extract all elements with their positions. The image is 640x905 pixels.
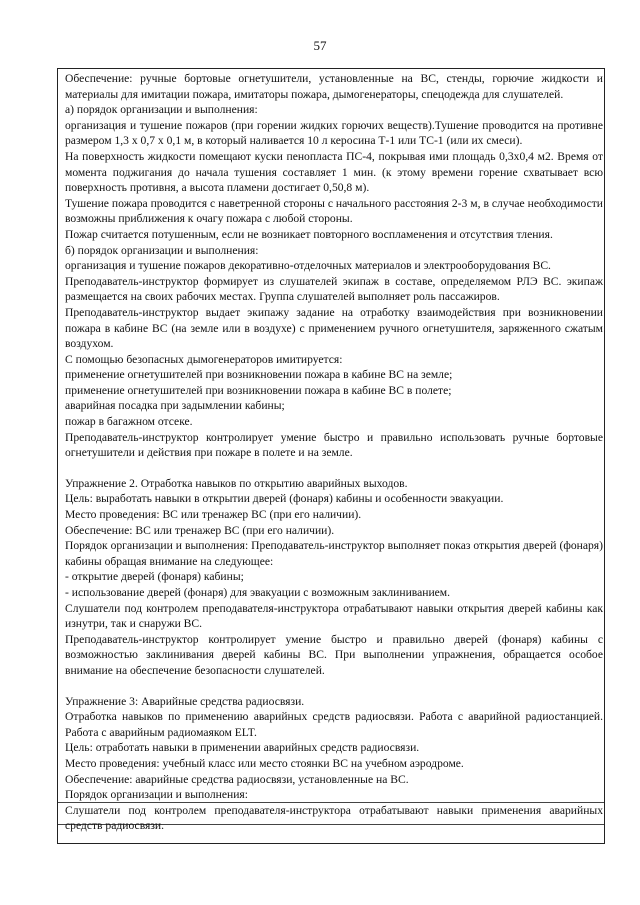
page-number: 57	[313, 38, 327, 53]
paragraph: На поверхность жидкости помещают куски пенопласта ПС-4, покрывая ими площадь 0,3х0,4 м2. Время от момента поджигания до начала тушения составляет 1 мин. (к этому времени горение схватывает всю поверхность противня, а высота пламени достигает 0,50,8 м).	[65, 149, 603, 195]
paragraph: применение огнетушителей при возникновении пожара в кабине ВС в полете;	[65, 383, 452, 397]
paragraph: Преподаватель-инструктор контролирует умение быстро и правильно использовать ручные бортовые огнетушители и действия при пожаре в полете и на земле.	[65, 430, 603, 460]
paragraph: организация и тушение пожаров декоративно-отделочных материалов и электрооборудования ВС.	[65, 259, 551, 273]
paragraph: Преподаватель-инструктор контролирует умение быстро и правильно дверей (фонаря) кабины с возможностью заклинивания дверей кабины ВС. При выполнении упражнения, обращается особое внимание на обеспечение безопасности слушателей.	[65, 632, 603, 677]
paragraph: Обеспечение: аварийные средства радиосвязи, установленные на ВС.	[65, 772, 409, 786]
paragraph: организация и тушение пожаров (при горении жидких горючих веществ).Тушение проводится на противне размером 1,3 х 0,7 х 0,1 м, в который наливается 10 л керосина Т-1 или ТС-1 (или их смеси).	[65, 118, 603, 148]
paragraph: применение огнетушителей при возникновении пожара в кабине ВС на земле;	[65, 368, 453, 382]
paragraph: Цель: выработать навыки в открытии дверей (фонаря) кабины и особенности эвакуации.	[65, 492, 504, 506]
paragraph: Слушатели под контролем преподавателя-инструктора отрабатывают навыки применения аварийных средств радиосвязи.	[65, 803, 603, 833]
paragraph: Обеспечение: ВС или тренажер ВС (при его наличии).	[65, 523, 335, 537]
paragraph: Порядок организации и выполнения:	[65, 788, 248, 802]
document-body	[65, 71, 603, 834]
paragraph: Преподаватель-инструктор формирует из слушателей экипаж в составе, определяемом РЛЭ ВС. экипаж размещается на своих рабочих местах. Группа слушателей выполняет роль пассажиров.	[65, 274, 603, 304]
exercise-3-heading: Упражнение 3: Аварийные средства радиосвязи.	[65, 694, 305, 708]
paragraph: Порядок организации и выполнения: Преподаватель-инструктор выполняет показ открытия дверей (фонаря) кабины обращая внимание на следующее:	[65, 539, 603, 568]
paragraph: Преподаватель-инструктор выдает экипажу задание на отработку взаимодействия при возникновении пожара в кабине ВС (на земле или в воздухе) с применением ручного огнетушителя, заряженного сжатым воздухом.	[65, 305, 603, 351]
paragraph: Место проведения: учебный класс или место стоянки ВС на учебном аэродроме.	[65, 756, 464, 770]
paragraph: - открытие дверей (фонаря) кабины;	[65, 570, 244, 584]
paragraph: С помощью безопасных дымогенераторов имитируется:	[65, 352, 343, 366]
paragraph: Обеспечение: ручные бортовые огнетушители, установленные на ВС, стенды, горючие жидкости и материалы для имитации пожара, имитаторы пожара, дымогенераторы, спецодежда для слушателей.	[65, 72, 603, 101]
paragraph: Пожар считается потушенным, если не возникает повторного воспламенения и отсутствия тления.	[65, 227, 553, 241]
exercise-2-heading: Упражнение 2. Отработка навыков по открытию аварийных выходов.	[65, 476, 408, 490]
paragraph: пожар в багажном отсеке.	[65, 415, 193, 429]
paragraph: Цель: отработать навыки в применении аварийных средств радиосвязи.	[65, 741, 420, 755]
paragraph: - использование дверей (фонаря) для эвакуации с возможным заклиниванием.	[65, 586, 451, 599]
paragraph: а) порядок организации и выполнения:	[65, 103, 258, 117]
paragraph: Тушение пожара проводится с наветренной стороны с начального расстояния 2-3 м, в случае необходимости возможны приближения к очагу пожара с любой стороны.	[65, 196, 603, 226]
paragraph: Слушатели под контролем преподавателя-инструктора отрабатывают навыки открытия дверей кабины как изнутри, так и снаружи ВС.	[65, 601, 603, 631]
paragraph: Отработка навыков по применению аварийных средств радиосвязи. Работа с аварийной радиостанцией. Работа с аварийным радиомаяком ELT.	[65, 710, 603, 739]
paragraph: б) порядок организации и выполнения:	[65, 243, 259, 257]
paragraph: Место проведения: ВС или тренажер ВС (при его наличии).	[65, 508, 362, 522]
paragraph: аварийная посадка при задымлении кабины;	[65, 399, 285, 413]
